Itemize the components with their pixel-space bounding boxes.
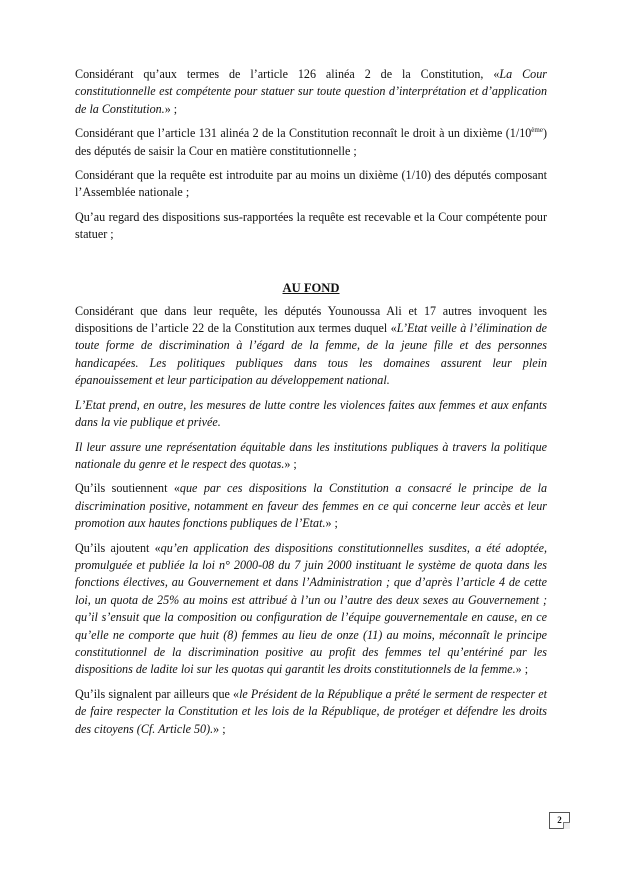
quoted-text: que par ces dispositions la Constitution a consacré le principe de la discrimination positive, notamment en faveur des femmes en ce qui concerne leur accès et leur promotion aux hautes fonctions publiques de l’Etat.: [75, 481, 547, 531]
paragraph-text: » ;: [164, 101, 178, 116]
paragraph-text: ) des députés de saisir la Cour en matière constitutionnelle ;: [75, 126, 547, 158]
paragraph-text: Qu’ils signalent par ailleurs que «: [75, 686, 240, 701]
paragraph-soutiennent: [75, 480, 547, 532]
paragraph-ajoutent: [75, 540, 547, 679]
superscript: ème: [531, 126, 543, 135]
spacer: [75, 251, 547, 279]
paragraph-recevable: Qu’au regard des dispositions sus-rapportées la requête est recevable et la Cour compétente pour statuer ;: [75, 209, 547, 242]
paragraph-text: Considérant qu’aux termes de l’article 126 alinéa 2 de la Constitution, «: [75, 67, 500, 81]
page-number: 2: [549, 812, 570, 829]
paragraph-article-22: [75, 303, 547, 390]
paragraph-text: Qu’ils soutiennent «: [75, 481, 180, 496]
paragraph-quotas: [75, 439, 547, 474]
section-title: AU FOND: [282, 280, 340, 295]
quoted-text: L’Etat prend, en outre, les mesures de lutte contre les violences faites aux femmes et aux enfants dans la vie publique et privée.: [75, 397, 547, 430]
quoted-text: La Cour constitutionnelle est compétente pour statuer sur toute question d’interprétation et d’application de la Constitution.: [75, 67, 547, 116]
paragraph-text: » ;: [284, 456, 297, 471]
quoted-text: Il leur assure une représentation équitable dans les institutions publiques à travers la politique nationale du genre et le respect des quotas.: [75, 439, 547, 471]
quoted-text: qu’en application des dispositions constitutionnelles susdites, a été adoptée, promulguée et publiée la loi n° 2000-08 du 7 juin 2000 instituant le système de quota dans les fonctions électives, au Gouvernement et dans l’Administration ; que d’après l’article 4 de cette loi, un quota de 25% au moins est attribué à l’un ou l’autre des deux sexes au Gouvernement ; qu’il s’ensuit que la composition ou configuration de l’équipe gouvernementale en cause, en ce qu’elle ne comporte que huit (8) femmes au lieu de onze (11) au moins, méconnaît le principe constitutionnel de la discrimination positive au profit des femmes tel qu’entériné par les dispositions de ladite loi sur les quotas qui garantit les droits constitutionnels de la femme.: [75, 540, 547, 677]
paragraph-text: Considérant que l’article 131 alinéa 2 de la Constitution reconnaît le droit à un dixième (1/10: [75, 126, 532, 141]
quoted-text: L’Etat veille à l’élimination de toute forme de discrimination à l’égard de la femme, de la jeune fille et des personnes handicapées. Les politiques publiques dans tous les domaines assurent leur plein épanouissement et leur participation au développement national.: [75, 321, 547, 388]
paragraph-text: Qu’ils ajoutent «: [75, 540, 161, 555]
paragraph-text: » ;: [325, 516, 338, 531]
paragraph-violences: [75, 397, 547, 432]
paragraph-text: » ;: [515, 662, 529, 677]
page-curl-icon: [563, 822, 570, 829]
paragraph-text: Considérant que dans leur requête, les députés Younoussa Ali et 17 autres invoquent les dispositions de l’article 22 de la Constitution aux termes duquel «: [75, 303, 547, 336]
paragraph-signalent: [75, 686, 547, 738]
quoted-text: le Président de la République a prêté le serment de respecter et de faire respecter la Constitution et les lois de la République, de protéger et défendre les droits des citoyens (Cf. Article 50).: [75, 686, 547, 736]
paragraph-text: » ;: [213, 721, 226, 736]
paragraph-requete: Considérant que la requête est introduite par au moins un dixième (1/10) des députés composant l’Assemblée nationale ;: [75, 168, 547, 200]
paragraph-competence: [75, 66, 547, 118]
paragraph-article-131: [75, 125, 547, 160]
document-page: [75, 66, 547, 745]
